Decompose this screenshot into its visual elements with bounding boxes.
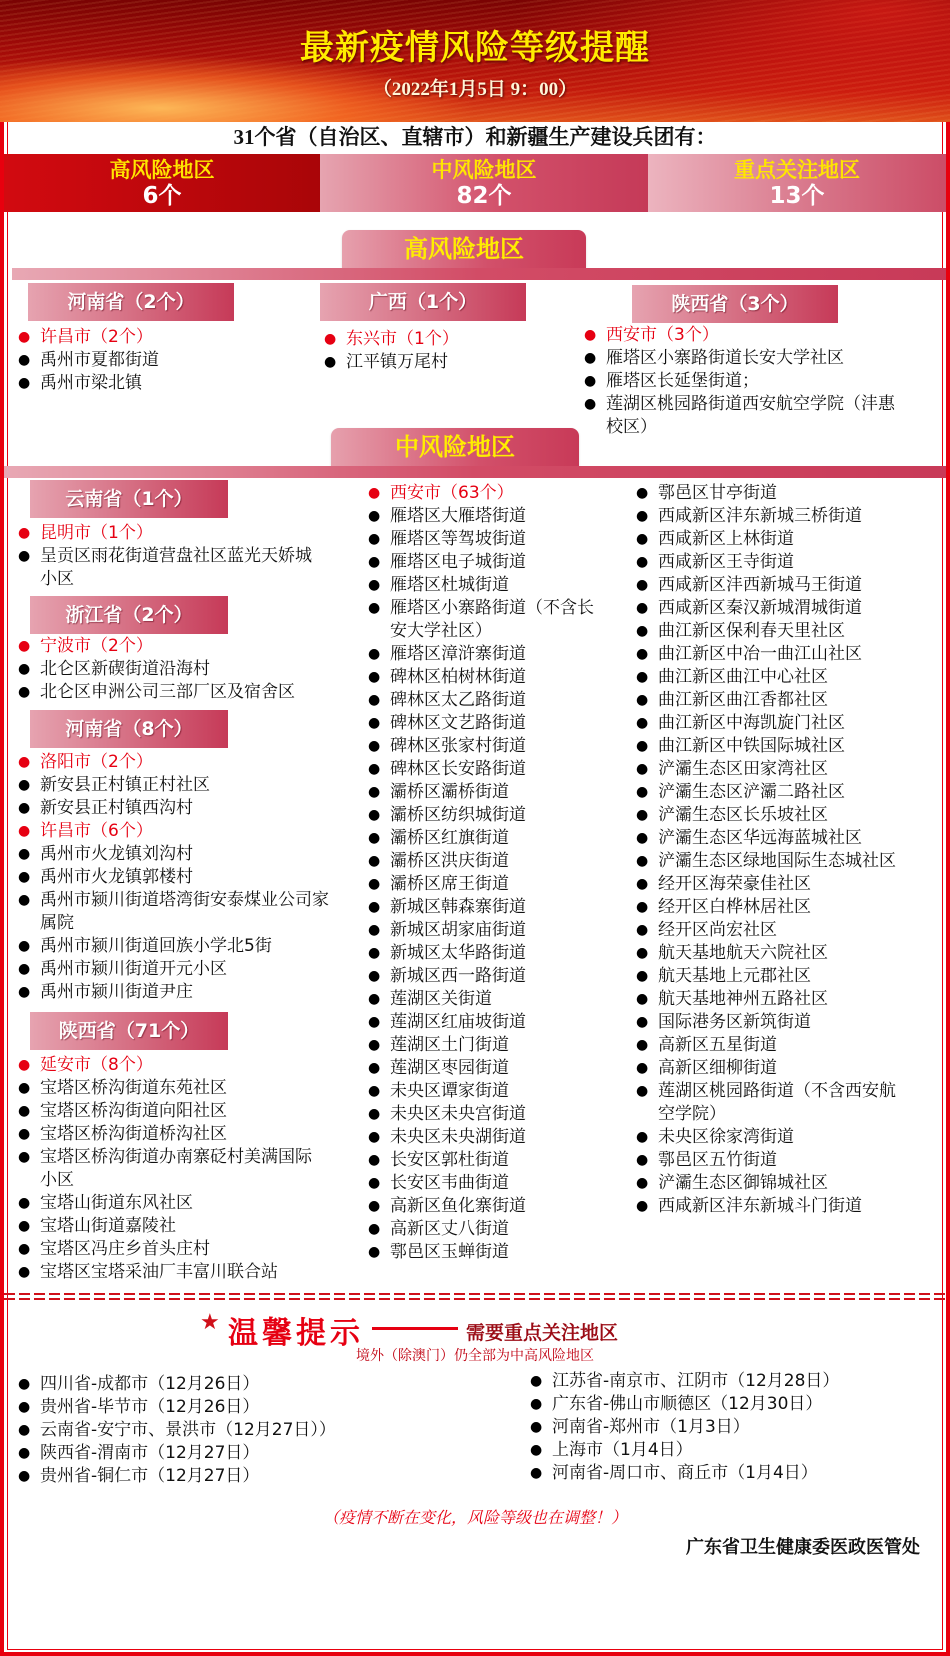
province-tab-guangxi-high: 广西（1个） (320, 283, 526, 321)
list-item: ● 西咸新区沣东新城斗门街道 (636, 1195, 898, 1218)
summary-label: 重点关注地区 (734, 158, 860, 182)
list-item: ● 航天基地航天六院社区 (636, 942, 898, 965)
list-item: ● 江苏省-南京市、江阴市（12月28日） (530, 1370, 930, 1393)
province-tab-shaanxi-medium: 陕西省（71个） (30, 1012, 228, 1050)
list-item: ● 雁塔区杜城街道 (368, 574, 596, 597)
list-item: ● 宝塔山街道嘉陵社 (18, 1215, 328, 1238)
page-title: 最新疫情风险等级提醒 (300, 28, 650, 68)
list-item: ● 宝塔区桥沟街道向阳社区 (18, 1100, 328, 1123)
list-item: ● 四川省-成都市（12月26日） (18, 1373, 438, 1396)
list-item: ● 高新区五星街道 (636, 1034, 898, 1057)
list-item: ● 莲湖区桃园路街道（不含西安航空学院） (636, 1080, 898, 1126)
list-item: ● 宝塔区桥沟街道办南寨砭村美满国际小区 (18, 1146, 328, 1192)
list-item-city: ● 宁波市（2个） (18, 635, 358, 658)
list-item: ● 国际港务区新筑街道 (636, 1011, 898, 1034)
medium-risk-list-henan (18, 751, 338, 1004)
list-item: ● 曲江新区曲江中心社区 (636, 666, 898, 689)
tips-subtitle: 需要重点关注地区 (466, 1322, 619, 1344)
list-item: ● 航天基地神州五路社区 (636, 988, 898, 1011)
list-item: ● 新城区西一路街道 (368, 965, 596, 988)
list-item-city: ● 延安市（8个） (18, 1054, 328, 1077)
list-item: ● 禹州市梁北镇 (18, 372, 318, 395)
list-item: ● 贵州省-铜仁市（12月27日） (18, 1465, 438, 1488)
list-item: ● 鄠邑区玉蝉街道 (368, 1241, 596, 1264)
tips-title: 温馨提示 (228, 1316, 364, 1351)
list-item: ● 莲湖区土门街道 (368, 1034, 596, 1057)
list-item: ● 浐灞生态区田家湾社区 (636, 758, 898, 781)
risk-summary (4, 154, 946, 212)
list-item: ● 西咸新区王寺街道 (636, 551, 898, 574)
focus-area-list-right (530, 1370, 930, 1485)
list-item: ● 未央区谭家街道 (368, 1080, 596, 1103)
tips-dash-line (372, 1327, 458, 1330)
list-item: ● 鄠邑区甘亭街道 (636, 482, 898, 505)
section-medium-risk-header: 中风险地区 (331, 428, 579, 466)
list-item: ● 河南省-郑州市（1月3日） (530, 1416, 930, 1439)
list-item: ● 北仑区新碶街道沿海村 (18, 658, 358, 681)
summary-count: 82个 (456, 183, 512, 209)
list-item: ● 曲江新区中海凯旋门社区 (636, 712, 898, 735)
tips-header (200, 1308, 760, 1350)
section-high-risk-header: 高风险地区 (342, 230, 586, 268)
summary-medium-risk (320, 154, 648, 212)
summary-high-risk (4, 154, 320, 212)
list-item: ● 新城区胡家庙街道 (368, 919, 596, 942)
list-item-city: ● 西安市（3个） (584, 324, 904, 347)
summary-label: 高风险地区 (109, 158, 215, 182)
list-item: ● 未央区未央湖街道 (368, 1126, 596, 1149)
list-item: ● 浐灞生态区御锦城社区 (636, 1172, 898, 1195)
summary-label: 中风险地区 (431, 158, 537, 182)
list-item: ● 曲江新区中铁国际城社区 (636, 735, 898, 758)
list-item: ● 高新区丈八街道 (368, 1218, 596, 1241)
summary-focus-area (648, 154, 946, 212)
update-date: （2022年1月5日 9：00） (372, 79, 578, 100)
list-item: ● 灞桥区红旗街道 (368, 827, 596, 850)
list-item: ● 高新区鱼化寨街道 (368, 1195, 596, 1218)
header-banner (0, 0, 950, 122)
medium-risk-list-yunnan (18, 522, 323, 591)
list-item: ● 经开区海荣豪佳社区 (636, 873, 898, 896)
list-item: ● 呈贡区雨花街道营盘社区蓝光天娇城小区 (18, 545, 323, 591)
list-item: ● 莲湖区桃园路街道西安航空学院（沣惠校区） (584, 393, 904, 439)
list-item: ● 广东省-佛山市顺德区（12月30日） (530, 1393, 930, 1416)
list-item: ● 碑林区张家村街道 (368, 735, 596, 758)
list-item: ● 禹州市颍川街道开元小区 (18, 958, 338, 981)
list-item: ● 新安县正村镇西沟村 (18, 797, 338, 820)
list-item: ● 碑林区文艺路街道 (368, 712, 596, 735)
list-item: ● 莲湖区关街道 (368, 988, 596, 1011)
list-item: ● 西咸新区沣东新城三桥街道 (636, 505, 898, 528)
list-item: ● 新安县正村镇正村社区 (18, 774, 338, 797)
list-item: ● 北仑区申洲公司三部厂区及宿舍区 (18, 681, 358, 704)
tips-note: 境外（除澳门）仍全部为中高风险地区 (356, 1348, 594, 1364)
list-item: ● 灞桥区洪庆街道 (368, 850, 596, 873)
dashed-separator (4, 1293, 946, 1300)
star-icon: ★ (200, 1310, 220, 1335)
list-item: ● 浐灞生态区绿地国际生态城社区 (636, 850, 898, 873)
list-item: ● 新城区太华路街道 (368, 942, 596, 965)
section-divider-bar (12, 268, 946, 280)
list-item: ● 新城区韩森寨街道 (368, 896, 596, 919)
list-item: ● 雁塔区长延堡街道； (584, 370, 904, 393)
list-item: ● 浐灞生态区长乐坡社区 (636, 804, 898, 827)
list-item: ● 鄠邑区五竹街道 (636, 1149, 898, 1172)
list-item: ● 禹州市颍川街道塔湾街安泰煤业公司家属院 (18, 889, 338, 935)
list-item: ● 浐灞生态区华远海蓝城社区 (636, 827, 898, 850)
medium-risk-list-zhejiang (18, 635, 358, 704)
list-item: ● 长安区韦曲街道 (368, 1172, 596, 1195)
list-item: ● 经开区白桦林居社区 (636, 896, 898, 919)
province-tab-yunnan: 云南省（1个） (30, 480, 228, 518)
high-risk-list-guangxi (324, 328, 604, 374)
summary-subtitle: 31个省（自治区、直辖市）和新疆生产建设兵团有： (233, 125, 717, 149)
list-item: ● 灞桥区席王街道 (368, 873, 596, 896)
list-item: ● 碑林区柏树林街道 (368, 666, 596, 689)
list-item: ● 莲湖区枣园街道 (368, 1057, 596, 1080)
list-item-city: ● 昆明市（1个） (18, 522, 323, 545)
list-item: ● 上海市（1月4日） (530, 1439, 930, 1462)
list-item: ● 雁塔区小寨路街道长安大学社区 (584, 347, 904, 370)
list-item: ● 禹州市火龙镇刘沟村 (18, 843, 338, 866)
list-item: ● 长安区郭杜街道 (368, 1149, 596, 1172)
list-item: ● 宝塔区冯庄乡首头庄村 (18, 1238, 328, 1261)
section-divider-bar (4, 466, 946, 478)
list-item: ● 雁塔区电子城街道 (368, 551, 596, 574)
list-item: ● 云南省-安宁市、景洪市（12月27日）） (18, 1419, 438, 1442)
list-item: ● 浐灞生态区浐灞二路社区 (636, 781, 898, 804)
list-item: ● 曲江新区曲江香都社区 (636, 689, 898, 712)
list-item: ● 莲湖区红庙坡街道 (368, 1011, 596, 1034)
issuing-organization: 广东省卫生健康委医政医管处 (686, 1537, 920, 1558)
list-item: ● 雁塔区等驾坡街道 (368, 528, 596, 551)
list-item: ● 曲江新区中冶一曲江山社区 (636, 643, 898, 666)
medium-risk-list-yanan (18, 1054, 328, 1284)
list-item: ● 江平镇万尾村 (324, 351, 604, 374)
list-item: ● 宝塔区桥沟街道桥沟社区 (18, 1123, 328, 1146)
list-item: ● 经开区尚宏社区 (636, 919, 898, 942)
list-item: ● 禹州市火龙镇郭楼村 (18, 866, 338, 889)
list-item: ● 碑林区长安路街道 (368, 758, 596, 781)
province-tab-henan-high: 河南省（2个） (28, 283, 234, 321)
list-item-city: ● 西安市（63个） (368, 482, 596, 505)
list-item-city: ● 洛阳市（2个） (18, 751, 338, 774)
list-item: ● 雁塔区大雁塔街道 (368, 505, 596, 528)
medium-risk-list-xian-2 (636, 482, 898, 1218)
high-risk-list-henan (18, 326, 318, 395)
list-item-city: ● 许昌市（6个） (18, 820, 338, 843)
list-item: ● 陕西省-渭南市（12月27日） (18, 1442, 438, 1465)
list-item: ● 禹州市夏都街道 (18, 349, 318, 372)
list-item: ● 宝塔区宝塔采油厂丰富川联合站 (18, 1261, 328, 1284)
list-item: ● 雁塔区漳浒寨街道 (368, 643, 596, 666)
list-item: ● 西咸新区秦汉新城渭城街道 (636, 597, 898, 620)
list-item: ● 禹州市颍川街道回族小学北5街 (18, 935, 338, 958)
list-item: ● 宝塔山街道东风社区 (18, 1192, 328, 1215)
list-item: ● 航天基地上元郡社区 (636, 965, 898, 988)
medium-risk-list-xian-1 (368, 482, 596, 1264)
focus-area-list-left (18, 1373, 438, 1488)
list-item: ● 宝塔区桥沟街道东苑社区 (18, 1077, 328, 1100)
list-item: ● 曲江新区保利春天里社区 (636, 620, 898, 643)
list-item: ● 禹州市颍川街道尹庄 (18, 981, 338, 1004)
list-item-city: ● 东兴市（1个） (324, 328, 604, 351)
list-item: ● 未央区徐家湾街道 (636, 1126, 898, 1149)
high-risk-list-shaanxi (584, 324, 904, 439)
summary-count: 6个 (142, 183, 182, 209)
province-tab-zhejiang: 浙江省（2个） (30, 596, 228, 634)
footer-note: （疫情不断在变化，风险等级也在调整！） (322, 1508, 627, 1527)
list-item: ● 高新区细柳街道 (636, 1057, 898, 1080)
list-item: ● 碑林区太乙路街道 (368, 689, 596, 712)
list-item: ● 贵州省-毕节市（12月26日） (18, 1396, 438, 1419)
list-item: ● 西咸新区沣西新城马王街道 (636, 574, 898, 597)
province-tab-henan-medium: 河南省（8个） (30, 710, 228, 748)
list-item: ● 西咸新区上林街道 (636, 528, 898, 551)
list-item: ● 河南省-周口市、商丘市（1月4日） (530, 1462, 930, 1485)
summary-count: 13个 (769, 183, 825, 209)
list-item: ● 未央区未央宫街道 (368, 1103, 596, 1126)
province-tab-shaanxi-high: 陕西省（3个） (632, 285, 838, 323)
list-item: ● 雁塔区小寨路街道（不含长安大学社区） (368, 597, 596, 643)
list-item-city: ● 许昌市（2个） (18, 326, 318, 349)
list-item: ● 灞桥区纺织城街道 (368, 804, 596, 827)
list-item: ● 灞桥区灞桥街道 (368, 781, 596, 804)
